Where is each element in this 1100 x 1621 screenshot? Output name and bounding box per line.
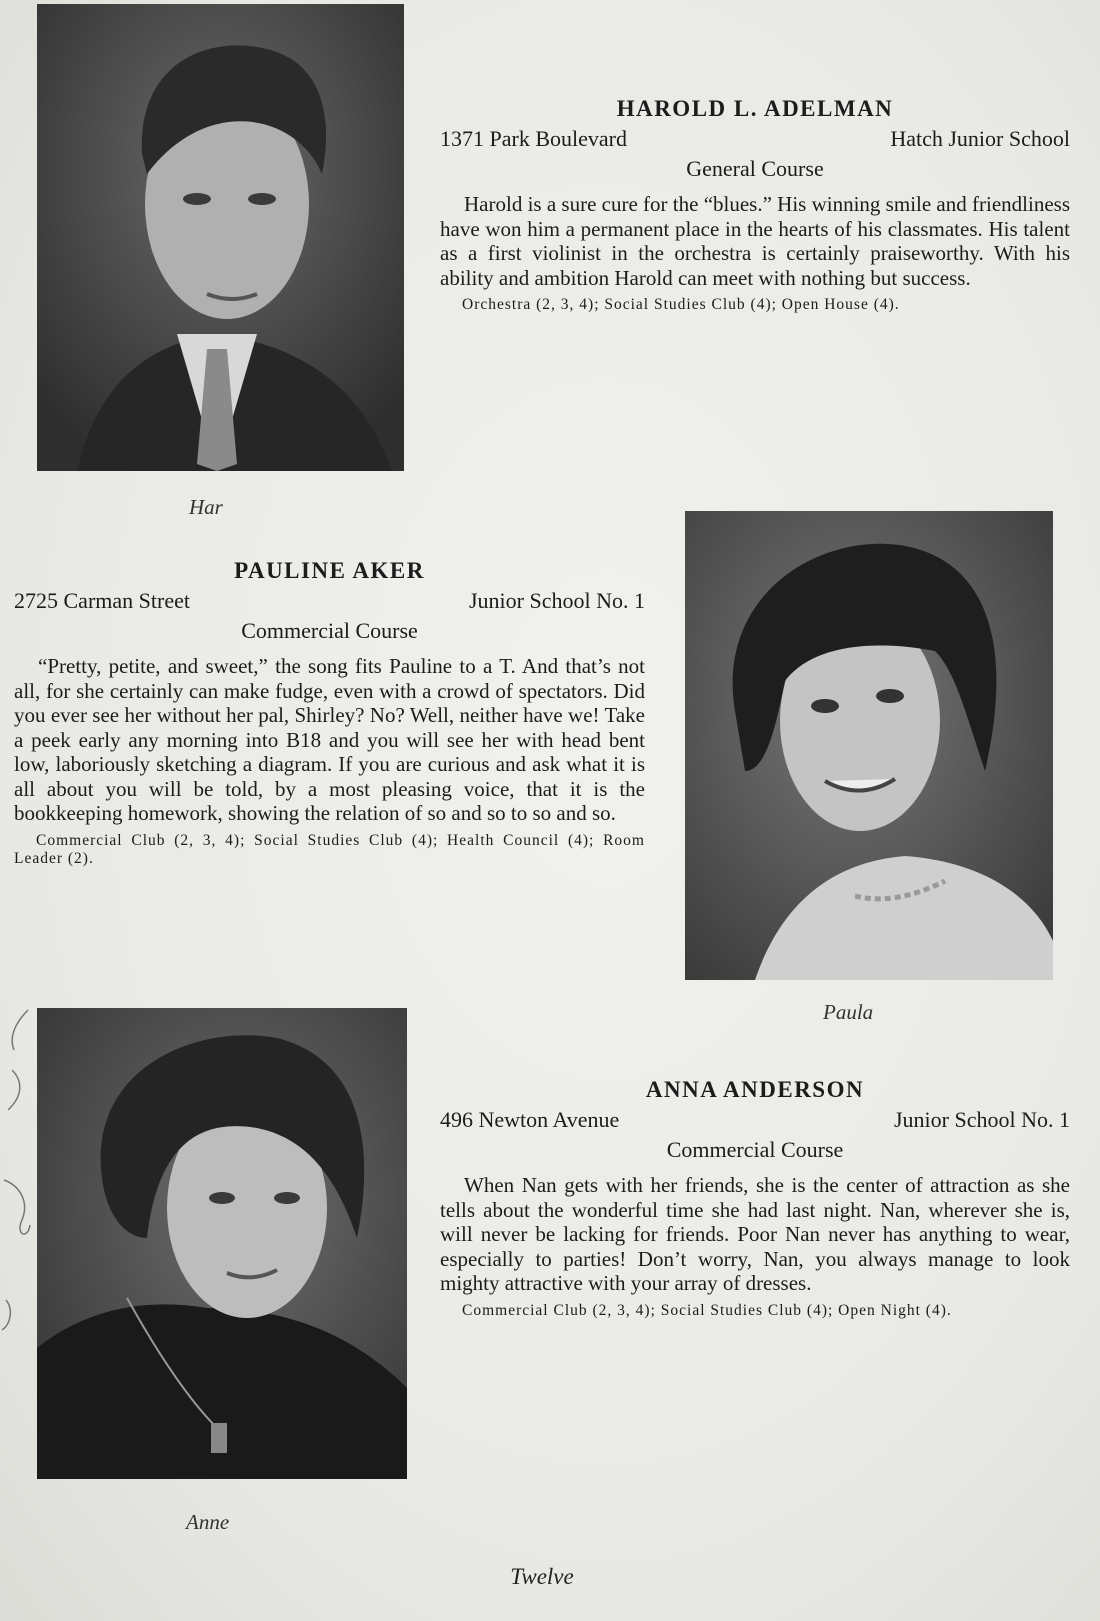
nickname-anna: Anne <box>186 1510 230 1534</box>
portrait-photo-anna <box>37 1008 407 1479</box>
junior-school: Junior School No. 1 <box>469 588 645 613</box>
address-row <box>440 124 1070 154</box>
student-name: ANNA ANDERSON <box>645 1077 865 1102</box>
nickname-harold: Har <box>189 495 223 519</box>
portrait-photo-pauline <box>685 511 1053 980</box>
street-address: 1371 Park Boulevard <box>440 126 627 151</box>
student-bio: Harold is a sure cure for the “blues.” His winning smile and friendliness have won him a permanent place in the hearts of his classmates. His talent as a first violinist in the orchestra is certainly praiseworthy. With his ability and ambition Harold can meet with nothing but success. <box>440 192 1070 290</box>
junior-school: Hatch Junior School <box>890 126 1070 151</box>
entry-harold <box>440 94 1070 314</box>
course-name: General Course <box>686 156 824 181</box>
student-bio: “Pretty, petite, and sweet,” the song fits Pauline to a T. And that’s not all, for she certainly can make fudge, even with a crowd of spectators. Did you ever see her without her pal, Shirley? No? Well, neither have we! Take a peek early any morning into B18 and you will see her with head bent low, laboriously sketching a diagram. If you are curious and ask what it is all about you will be told, by a most pleasing voice, that it is the bookkeeping homework, showing the relation of so and so to so and so. <box>14 654 645 825</box>
activities-list: Commercial Club (2, 3, 4); Social Studies Club (4); Open Night (4). <box>462 1301 952 1319</box>
pencil-scribble <box>0 1000 40 1350</box>
student-name: PAULINE AKER <box>234 558 425 583</box>
address-row <box>14 586 645 616</box>
course-name: Commercial Course <box>241 618 418 643</box>
address-row <box>440 1105 1070 1135</box>
street-address: 2725 Carman Street <box>14 588 190 613</box>
nickname-pauline: Paula <box>823 1000 874 1024</box>
student-bio: When Nan gets with her friends, she is the center of attraction as she tells about the wonderful time she had last night. Nan, wherever she is, will never be lacking for friends. Poor Nan never has anything to wear, especially to parties! Don’t worry, Nan, you always manage to look mighty attractive with your array of dresses. <box>440 1173 1070 1295</box>
course-name: Commercial Course <box>666 1137 844 1162</box>
student-name: HAROLD L. ADELMAN <box>616 96 894 121</box>
portrait-photo-harold <box>37 4 404 471</box>
activities-list: Orchestra (2, 3, 4); Social Studies Club (4); Open House (4). <box>462 296 900 313</box>
activities-list: Commercial Club (2, 3, 4); Social Studies Club (4); Health Council (4); Room Leader (2). <box>14 831 645 867</box>
entry-anna <box>440 1075 1070 1320</box>
page-number: Twelve <box>510 1564 574 1589</box>
entry-pauline <box>14 556 645 868</box>
street-address: 496 Newton Avenue <box>440 1107 620 1132</box>
junior-school: Junior School No. 1 <box>894 1107 1070 1132</box>
